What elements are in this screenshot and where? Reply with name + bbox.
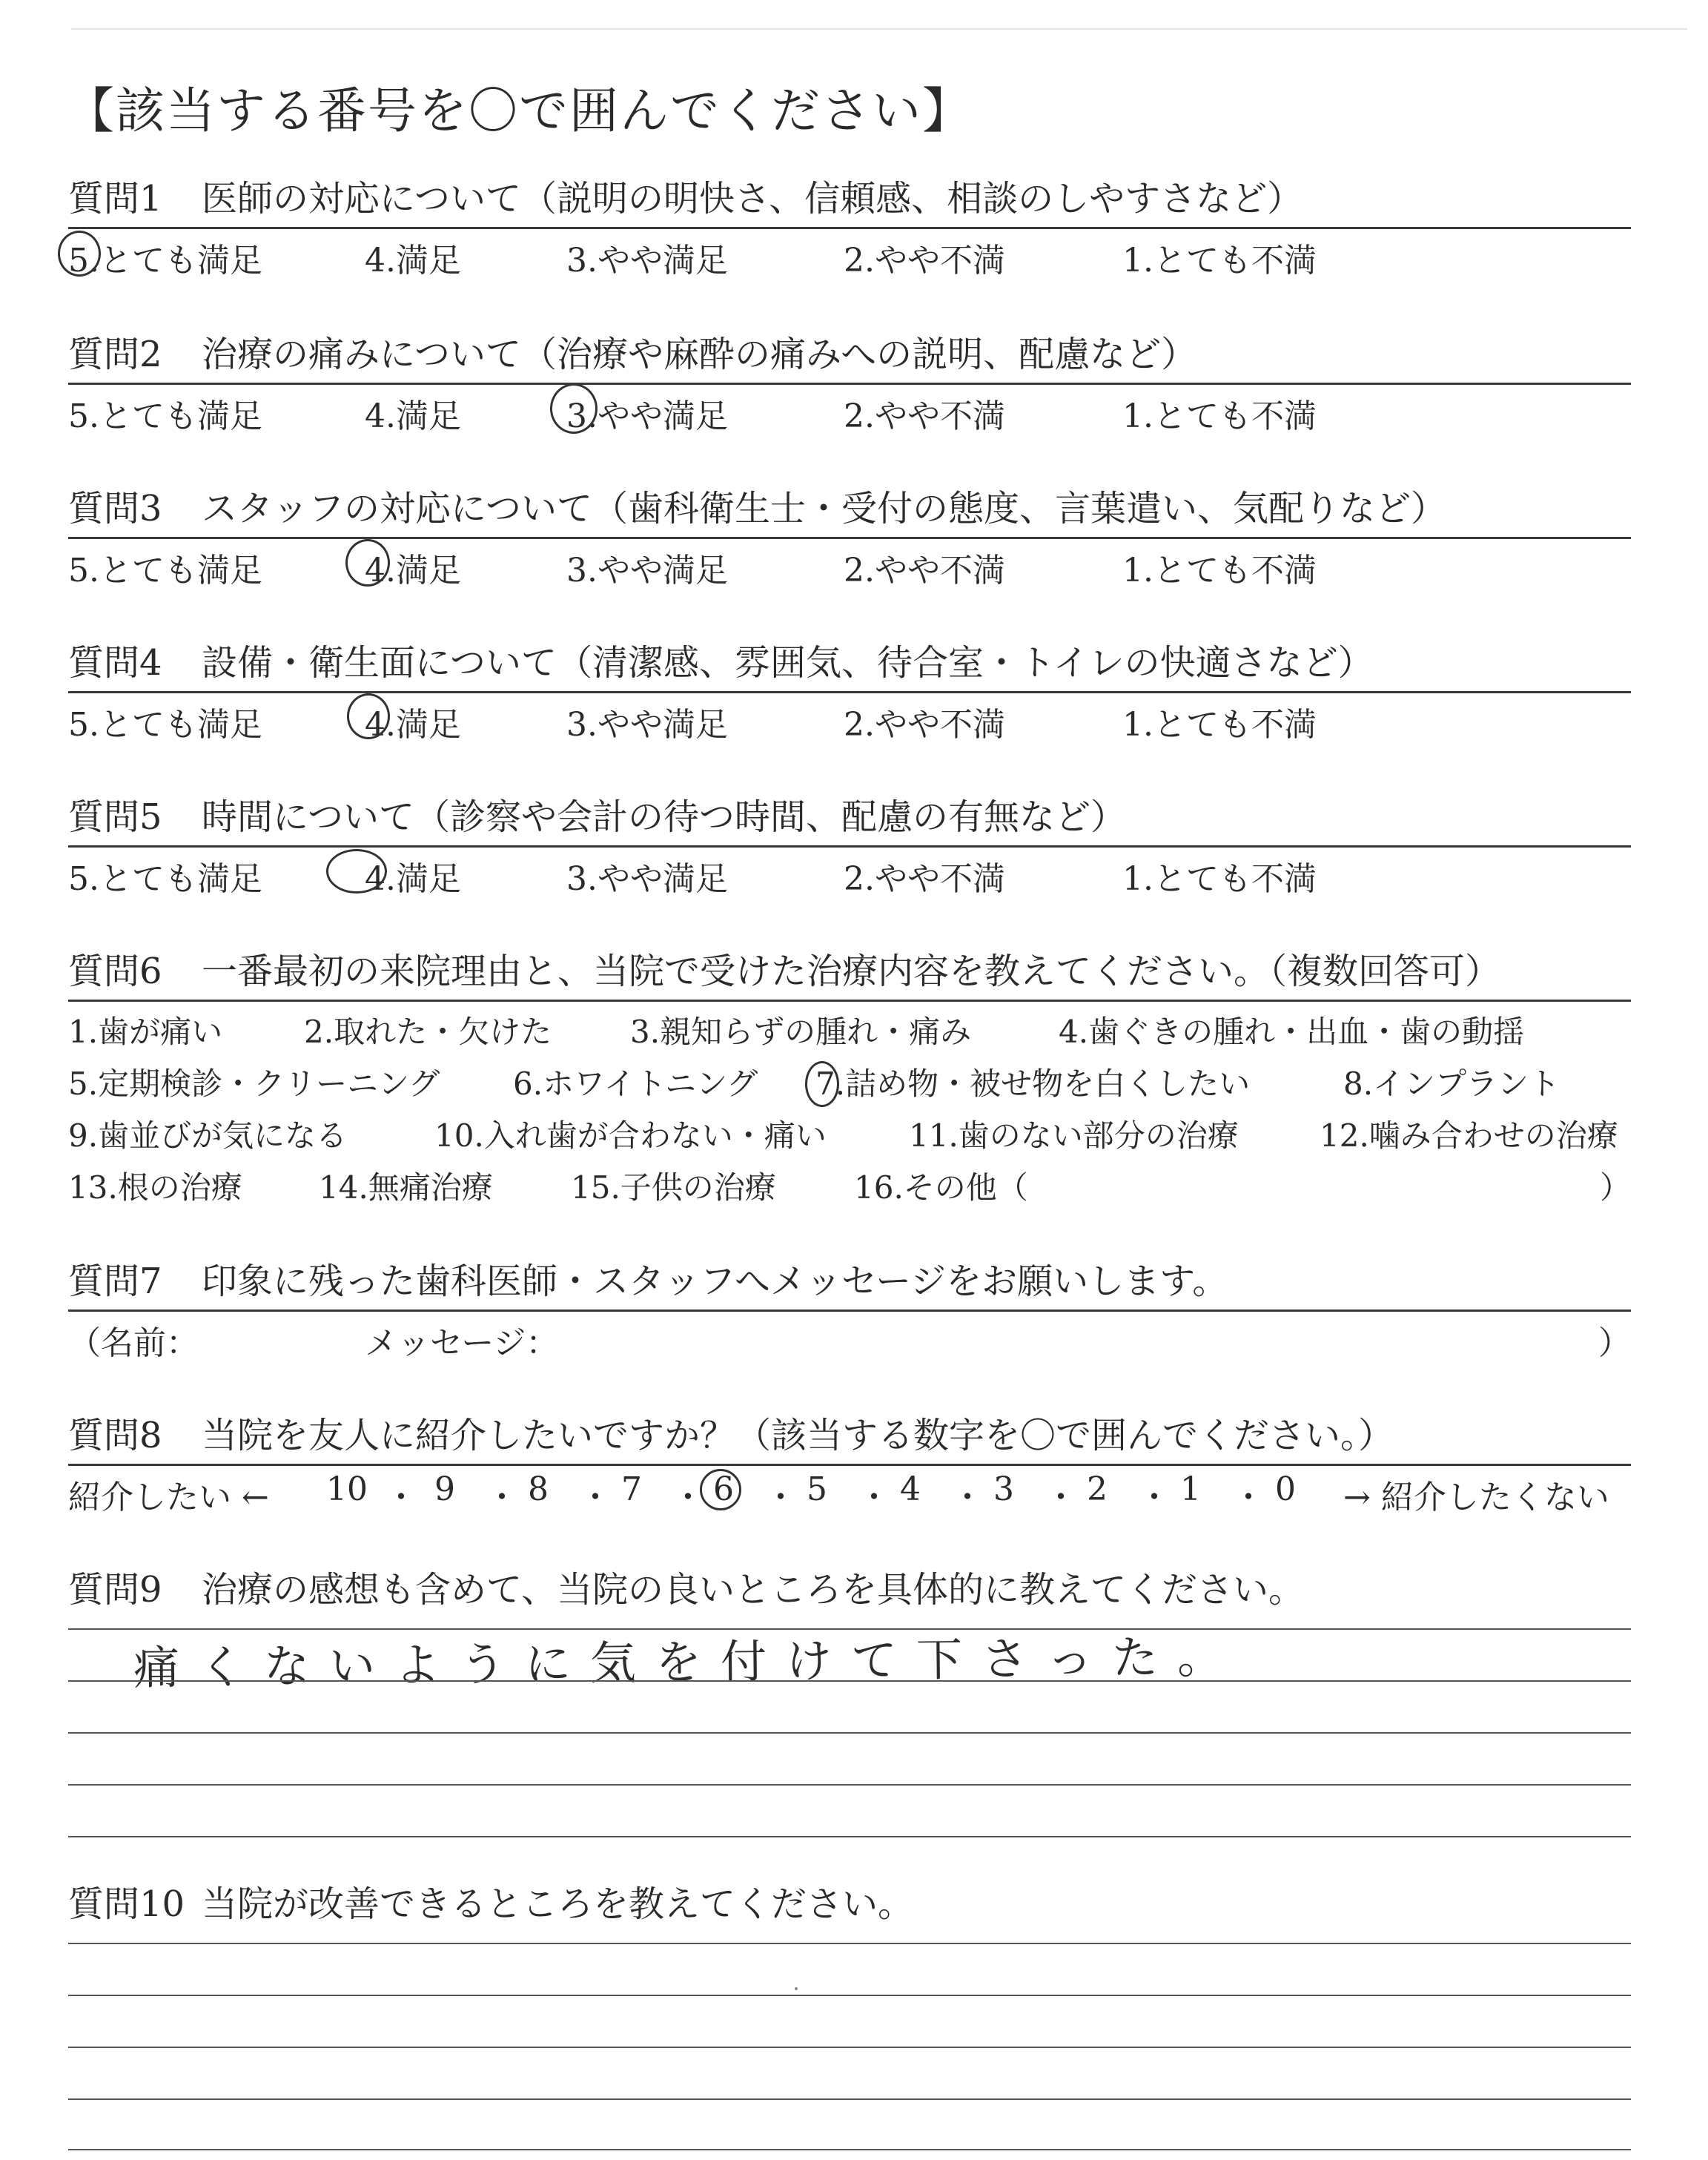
scale-7[interactable]: 7 xyxy=(621,1470,642,1508)
scan-speck xyxy=(795,1987,798,1990)
question-text: 当院を友人に紹介したいですか？（該当する数字を〇で囲んでください。） xyxy=(202,1415,1394,1456)
option-2[interactable]: 2.やや不満 xyxy=(844,552,1005,589)
reason-option-other[interactable]: 16.その他（ xyxy=(854,1169,1028,1206)
selection-circle xyxy=(345,539,390,587)
scale-10[interactable]: 10 xyxy=(326,1470,368,1508)
question-text: 設備・衛生面について（清潔感、雰囲気、待合室・トイレの快適さなど） xyxy=(202,642,1374,684)
option-1[interactable]: 1.とても不満 xyxy=(1122,397,1317,435)
scale-separator: ・ xyxy=(486,1479,518,1516)
option-3[interactable]: 3.やや満足 xyxy=(566,706,728,744)
recommend-scale xyxy=(68,1466,1631,1516)
option-3[interactable]: 3.やや満足 xyxy=(566,860,728,898)
question-text: 印象に残った歯科医師・スタッフへメッセージをお願いします。 xyxy=(202,1261,1228,1302)
question-number: 質問4 xyxy=(68,642,162,684)
scale-6[interactable]: 6 xyxy=(713,1470,734,1508)
reason-option[interactable]: 6.ホワイトニング xyxy=(513,1066,758,1102)
selection-circle xyxy=(550,383,598,434)
scale-8[interactable]: 8 xyxy=(528,1470,549,1508)
option-4[interactable]: 4.満足 xyxy=(365,397,461,435)
message-close-paren: ） xyxy=(1598,1324,1631,1362)
question-7 xyxy=(68,1258,1631,1362)
question-text: 当院が改善できるところを教えてください。 xyxy=(202,1883,914,1925)
reason-option[interactable]: 15.子供の治療 xyxy=(571,1169,776,1206)
question-10 xyxy=(68,1880,1631,1928)
question-text: 時間について（診察や会計の待つ時間、配慮の有無など） xyxy=(202,796,1127,838)
scale-left-label: 紹介したい ← xyxy=(68,1479,269,1516)
scale-separator: ・ xyxy=(858,1479,890,1516)
answer-line xyxy=(68,2098,1631,2100)
question-number: 質問3 xyxy=(68,488,162,529)
question-number: 質問7 xyxy=(68,1261,162,1302)
reason-option[interactable]: 3.親知らずの腫れ・痛み xyxy=(630,1014,972,1050)
question-text: 治療の感想も含めて、当院の良いところを具体的に教えてください。 xyxy=(202,1569,1305,1611)
scale-separator: ・ xyxy=(385,1479,417,1516)
scale-separator: ・ xyxy=(579,1479,612,1516)
question-number: 質問1 xyxy=(68,178,162,219)
scale-separator: ・ xyxy=(672,1479,704,1516)
question-6 xyxy=(68,948,1631,1217)
scale-separator: ・ xyxy=(764,1479,797,1516)
reason-option[interactable]: 13.根の治療 xyxy=(68,1169,242,1206)
selection-circle xyxy=(326,849,387,894)
question-9 xyxy=(68,1566,1631,1614)
question-text: 医師の対応について（説明の明快さ、信頼感、相談のしやすさなど） xyxy=(202,178,1303,219)
answer-line xyxy=(68,1836,1631,1837)
question-text: スタッフの対応について（歯科衛生士・受付の態度、言葉遣い、気配りなど） xyxy=(202,488,1447,529)
option-5[interactable]: 5.とても満足 xyxy=(68,860,262,898)
scale-separator: ・ xyxy=(1232,1479,1265,1516)
question-number: 質問5 xyxy=(68,796,162,838)
option-4[interactable]: 4.満足 xyxy=(365,860,461,898)
reason-option[interactable]: 5.定期検診・クリーニング xyxy=(68,1066,440,1102)
option-5[interactable]: 5.とても満足 xyxy=(68,706,262,744)
question-text: 治療の痛みについて（治療や麻酔の痛みへの説明、配慮など） xyxy=(202,334,1197,375)
reason-options xyxy=(68,1002,1631,1217)
option-2[interactable]: 2.やや不満 xyxy=(844,242,1005,280)
rating-options xyxy=(68,229,1631,280)
rating-options xyxy=(68,848,1631,898)
option-5[interactable]: 5.とても満足 xyxy=(68,397,262,435)
option-3[interactable]: 3.やや満足 xyxy=(566,397,728,435)
reason-option[interactable]: 2.取れた・欠けた xyxy=(304,1014,552,1050)
handwritten-answer: 痛くないように気を付けて下さった。 xyxy=(133,1629,1243,1695)
scale-3[interactable]: 3 xyxy=(993,1470,1014,1508)
answer-line xyxy=(68,1680,1631,1682)
reason-option[interactable]: 7.詰め物・被せ物を白くしたい xyxy=(815,1066,1251,1102)
rating-options xyxy=(68,693,1631,744)
option-3[interactable]: 3.やや満足 xyxy=(566,552,728,589)
option-3[interactable]: 3.やや満足 xyxy=(566,242,728,280)
question-1 xyxy=(68,175,1631,280)
answer-line xyxy=(68,2149,1631,2150)
option-4[interactable]: 4.満足 xyxy=(365,242,461,280)
rating-options xyxy=(68,539,1631,589)
top-border xyxy=(71,28,1687,30)
scale-right-label: → 紹介したくない xyxy=(1343,1479,1609,1516)
reason-option[interactable]: 12.噛み合わせの治療 xyxy=(1320,1117,1618,1154)
selection-circle xyxy=(700,1469,741,1510)
option-1[interactable]: 1.とても不満 xyxy=(1122,552,1317,589)
option-1[interactable]: 1.とても不満 xyxy=(1122,242,1317,280)
option-1[interactable]: 1.とても不満 xyxy=(1122,860,1317,898)
scale-5[interactable]: 5 xyxy=(807,1470,827,1508)
option-5[interactable]: 5.とても満足 xyxy=(68,242,262,280)
answer-line xyxy=(68,1943,1631,1944)
other-close-paren: ） xyxy=(1599,1169,1631,1206)
question-8 xyxy=(68,1412,1631,1516)
question-5 xyxy=(68,793,1631,898)
selection-circle xyxy=(805,1061,839,1107)
answer-line xyxy=(68,1732,1631,1734)
question-number: 質問10 xyxy=(68,1883,185,1925)
scale-separator: ・ xyxy=(1045,1479,1077,1516)
question-number: 質問9 xyxy=(68,1569,162,1611)
reason-option[interactable]: 4.歯ぐきの腫れ・出血・歯の動揺 xyxy=(1059,1014,1525,1050)
answer-line xyxy=(68,1995,1631,1996)
selection-circle xyxy=(347,693,390,739)
question-text: 一番最初の来院理由と、当院で受けた治療内容を教えてください。（複数回答可） xyxy=(202,951,1501,992)
scale-9[interactable]: 9 xyxy=(434,1470,455,1508)
question-2 xyxy=(68,331,1631,435)
scale-separator: ・ xyxy=(1138,1479,1171,1516)
scale-1[interactable]: 1 xyxy=(1180,1470,1201,1508)
question-number: 質問2 xyxy=(68,334,162,375)
answer-line xyxy=(68,2047,1631,2048)
message-fields xyxy=(68,1312,1631,1362)
scale-4[interactable]: 4 xyxy=(900,1470,921,1508)
reason-option[interactable]: 9.歯並びが気になる xyxy=(68,1117,348,1154)
scale-2[interactable]: 2 xyxy=(1087,1470,1108,1508)
option-2[interactable]: 2.やや不満 xyxy=(844,706,1005,744)
question-4 xyxy=(68,639,1631,744)
rating-options xyxy=(68,385,1631,435)
question-number: 質問8 xyxy=(68,1415,162,1456)
name-label: （名前： xyxy=(68,1324,199,1362)
reason-option[interactable]: 14.無痛治療 xyxy=(319,1169,493,1206)
reason-option[interactable]: 10.入れ歯が合わない・痛い xyxy=(434,1117,827,1154)
reason-option[interactable]: 11.歯のない部分の治療 xyxy=(909,1117,1239,1154)
option-5[interactable]: 5.とても満足 xyxy=(68,552,262,589)
option-2[interactable]: 2.やや不満 xyxy=(844,397,1005,435)
option-4[interactable]: 4.満足 xyxy=(365,706,461,744)
page-title: 【該当する番号を〇で囲んでください】 xyxy=(65,82,973,139)
reason-option[interactable]: 1.歯が痛い xyxy=(68,1014,223,1050)
question-number: 質問6 xyxy=(68,951,162,992)
option-4[interactable]: 4.満足 xyxy=(365,552,461,589)
selection-circle xyxy=(58,231,101,277)
answer-line xyxy=(68,1784,1631,1786)
option-2[interactable]: 2.やや不満 xyxy=(844,860,1005,898)
question-3 xyxy=(68,485,1631,589)
option-1[interactable]: 1.とても不満 xyxy=(1122,706,1317,744)
message-label: メッセージ： xyxy=(365,1324,559,1362)
reason-option[interactable]: 8.インプラント xyxy=(1343,1066,1560,1102)
scale-separator: ・ xyxy=(951,1479,984,1516)
scale-0[interactable]: 0 xyxy=(1275,1470,1296,1508)
